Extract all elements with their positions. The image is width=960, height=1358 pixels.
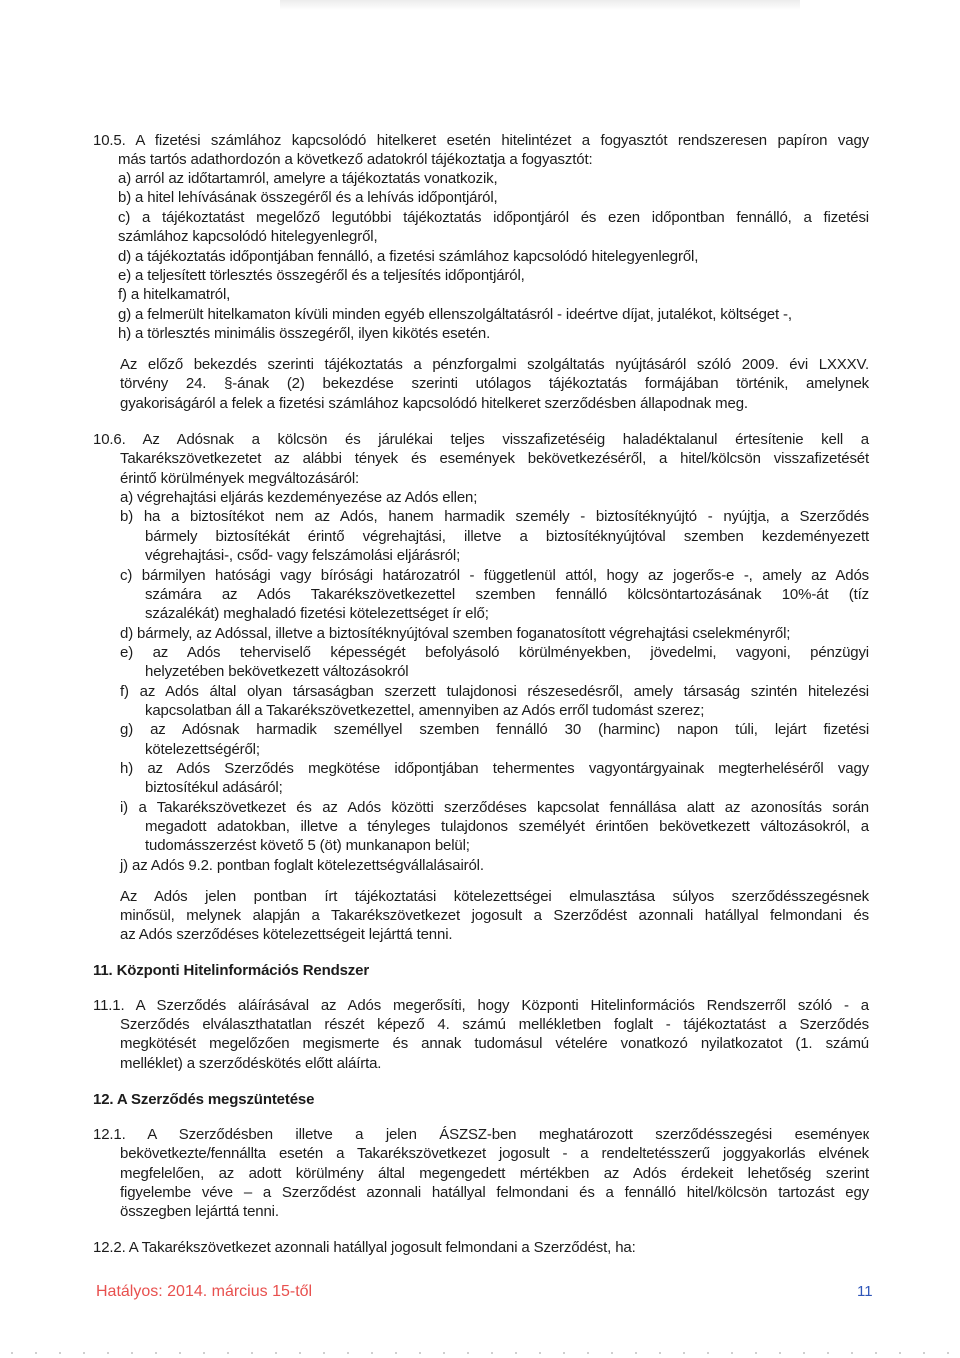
s10-6-line-3: érintő körülmények megváltozásáról: bbox=[120, 470, 360, 487]
s10-6-item-i: i) a Takarékszövetkezet és az Adós közötti szerződéses kapcsolat fennállása alatt az azonosítás során bbox=[120, 799, 869, 816]
s10-5-item-d: d) a tájékoztatás időpontjában fennálló, a fizetési számlához kapcsolódó hitelegyenlegről, bbox=[118, 248, 699, 265]
page-number: 11 bbox=[857, 1283, 873, 1300]
s10-5-item-c-cont: számlához kapcsolódó hitelegyenlegről, bbox=[118, 228, 378, 245]
s10-6-item-i-cont-1: megadott adatokban, illetve a tényleges tulajdonos személyét érintően bekövetkezett változásokról, a bbox=[145, 818, 869, 835]
s12-1-line-1: 12.1. A Szerződésben illetve a jelen ÁSZSZ-ben meghatározott szerződésszegési eseményeк bbox=[93, 1126, 869, 1143]
s10-6-line-1: 10.6. Az Adósnak a kölcsön és járulékai teljes visszafizetéséig haladéktalanul értesítenie kell a bbox=[93, 431, 869, 448]
s12-1-line-4: figyelembe véve – a Szerződést azonnali hatállyal felmondani és a fennálló hitel/kölcsön tartozást egy bbox=[120, 1184, 869, 1201]
s12-2-line: 12.2. A Takarékszövetkezet azonnali hatállyal jogosult felmondani a Szerződést, ha: bbox=[93, 1239, 636, 1256]
s10-6-para-line-2: minősül, melynek alapján a Takarékszövetkezet jogosult a Szerződést azonnali hatállyal felmondani és bbox=[120, 907, 869, 924]
s10-6-item-b-cont-1: bármely biztosítékát érintő végrehajtási, illetve a biztosítéknyújtóval szemben kezdeményezett bbox=[145, 528, 869, 545]
s10-6-item-a: a) végrehajtási eljárás kezdeményezése az Adós ellen; bbox=[120, 489, 478, 506]
s11-1-line-1: 11.1. A Szerződés aláírásával az Adós megerősíti, hogy Központi Hitelinformációs Rendszerről szóló - a bbox=[93, 997, 869, 1014]
s11-1-line-3: megkötését megelőzően megismerte és annak tudomásul vételére vonatkozó nyilatkozatot (1. számú bbox=[120, 1035, 869, 1052]
s10-6-item-i-cont-2: tudomásszerzést követő 5 (öt) munkanapon belül; bbox=[145, 837, 470, 854]
s11-1-line-4: melléklet) a szerződéskötés előtt aláírta. bbox=[120, 1055, 382, 1072]
s10-5-line-1: 10.5. A fizetési számlához kapcsolódó hitelkeret esetén hitelintézet a fogyasztót rendszeresen papíron vagy bbox=[93, 132, 869, 149]
section-12-heading: 12. A Szerződés megszüntetése bbox=[93, 1091, 315, 1108]
section-11-heading: 11. Központi Hitelinformációs Rendszer bbox=[93, 962, 370, 979]
s10-5-para-line-2: törvény 24. §-ának (2) bekezdése szerinti utólagos tájékoztatás formájában történik, amelynek bbox=[120, 375, 869, 392]
s10-5-item-h: h) a törlesztés minimális összegéről, ilyen kikötés esetén. bbox=[118, 325, 491, 342]
s10-5-item-e: e) a teljesített törlesztés összegéről és a teljesítés időpontjáról, bbox=[118, 267, 525, 284]
s10-6-item-h-cont: biztosítékul adásáról; bbox=[145, 779, 283, 796]
s10-5-para-line-3: gyakoriságáról a felek a fizetési számlához kapcsolódó hitelkeret szerződésben állapodnak meg. bbox=[120, 395, 748, 412]
s10-6-item-e: e) az Adós teherviselő képességét befolyásoló körülményekben, jövedelmi, vagyoni, pénzügyi bbox=[120, 644, 869, 661]
s10-5-item-c: c) a tájékoztatást megelőző legutóbbi tájékoztatás időpontjáról és ezen időpontban fennálló, a fizetési bbox=[118, 209, 869, 226]
s10-6-para-line-3: az Adós szerződéses kötelezettségeit lejárttá tenni. bbox=[120, 926, 453, 943]
s10-6-item-f-cont: kapcsolatban áll a Takarékszövetkezettel, amennyiben az Adós erről tudomást szerez; bbox=[145, 702, 705, 719]
s12-1-line-5: összegben lejárttá tenni. bbox=[120, 1203, 279, 1220]
s10-5-item-b: b) a hitel lehívásának összegéről és a lehívás időpontjáról, bbox=[118, 189, 498, 206]
s10-6-line-2: Takarékszövetkezetet az alábbi tények és események bekövetkezéséről, a hitel/kölcsön visszafizetését bbox=[120, 450, 869, 467]
s10-6-item-g-cont: kötelezettségéről; bbox=[145, 741, 260, 758]
s10-6-para-line-1: Az Adós jelen pontban írt tájékoztatási kötelezettségei elmulasztása súlyos szerződésszegésnek bbox=[120, 888, 869, 905]
s10-6-item-c-cont-1: számára az Adós Takarékszövetkezettel szemben fennálló kölcsöntartozásának 10%-át (tíz bbox=[145, 586, 869, 603]
s10-6-item-c-cont-2: százalékát) meghaladó fizetési kötelezettséget ír elő; bbox=[145, 605, 489, 622]
s10-6-item-c: c) bármilyen hatósági vagy bírósági határozatról - függetlenül attól, hogy az jogerős-e -, amely az Adós bbox=[120, 567, 869, 584]
s10-6-item-g: g) az Adósnak harmadik személlyel szemben fennálló 30 (harminc) napon túli, lejárt fizetési bbox=[120, 721, 869, 738]
s10-5-item-f: f) a hitelkamatról, bbox=[118, 286, 231, 303]
s11-1-line-2: Szerződés elválaszthatatlan részét képező 4. számú mellékletben foglalt - tájékoztatást a Szerződés bbox=[120, 1016, 869, 1033]
s10-6-item-j: j) az Adós 9.2. pontban foglalt kötelezettségvállalásairól. bbox=[120, 857, 484, 874]
s10-6-item-d: d) bármely, az Adóssal, illetve a biztosítéknyújtóval szemben foganatosított végrehajtási cselekményről; bbox=[120, 625, 791, 642]
s10-5-item-a: a) arról az időtartamról, amelyre a tájékoztatás vonatkozik, bbox=[118, 170, 498, 187]
s10-6-item-f: f) az Adós által olyan társaságban szerzett tulajdonosi részesedésről, amely társaság szintén hitelezési bbox=[120, 683, 869, 700]
scan-artifact bbox=[280, 0, 800, 10]
s10-6-item-e-cont: helyzetében bekövetkezett változásokról bbox=[145, 663, 409, 680]
effective-date-footer: Hatályos: 2014. március 15-től bbox=[96, 1283, 313, 1300]
s10-5-para-line-1: Az előző bekezdés szerinti tájékoztatás a pénzforgalmi szolgáltatás nyújtásáról szóló 2009. évi LXXXV. bbox=[120, 356, 869, 373]
s12-1-line-3: megfelelően, az adott körülmény által megengedett mértékben az Adós érdekeit lehetőség szerint bbox=[120, 1165, 869, 1182]
s10-5-item-g: g) a felmerült hitelkamaton kívüli minden egyéb ellenszolgáltatásról - ideértve díjat, jutalékot, költséget -, bbox=[118, 306, 792, 323]
scan-dot-border bbox=[0, 1350, 960, 1356]
s10-5-line-2: más tartós adathordozón a következő adatokról tájékoztatja a fogyasztót: bbox=[118, 151, 593, 168]
s10-6-item-b-cont-2: végrehajtási-, csőd- vagy felszámolási eljárásról; bbox=[145, 547, 461, 564]
s12-1-line-2: bekövetkezte/fennállta esetén a Takarékszövetkezet jogosult - a rendeltetésszerű joggyakorlás elvének bbox=[120, 1145, 869, 1162]
s10-6-item-b: b) ha a biztosítékot nem az Adós, hanem harmadik személy - biztosítéknyújtó - nyújtja, a Szerződés bbox=[120, 508, 869, 525]
s10-6-item-h: h) az Adós Szerződés megkötése időpontjában tehermentes vagyontárgyainak megterheléséről vagy bbox=[120, 760, 869, 777]
